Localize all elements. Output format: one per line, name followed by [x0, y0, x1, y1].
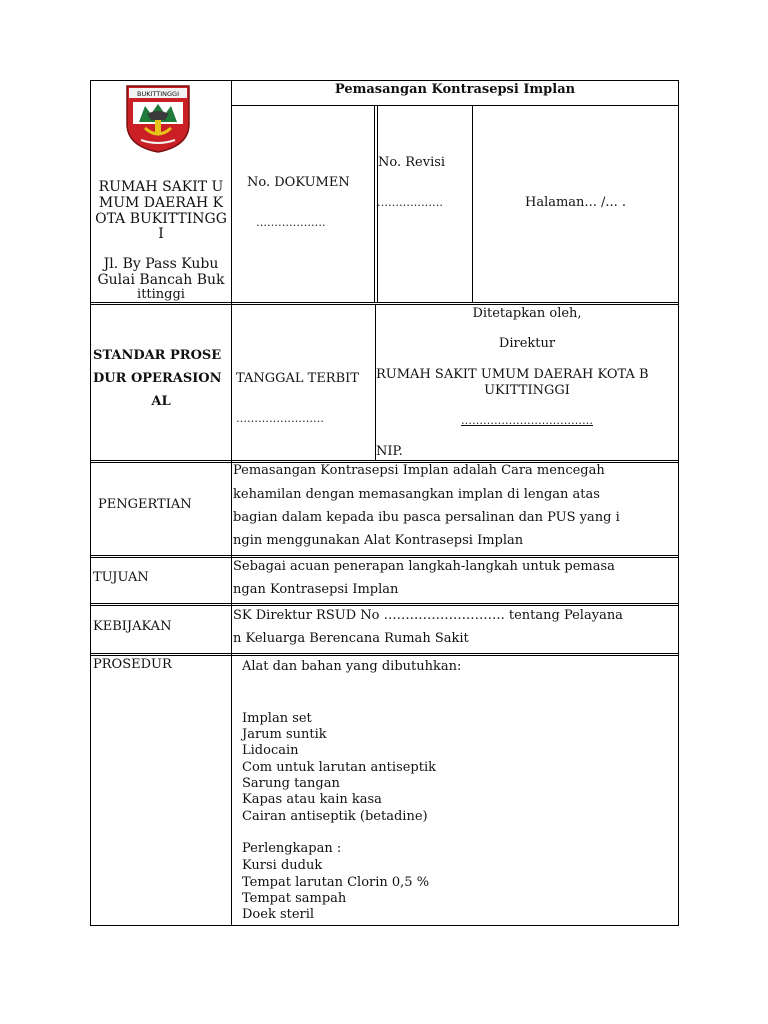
hospital-name-line: RUMAH SAKIT U — [98, 179, 224, 195]
bahan-item: Com untuk larutan antiseptik — [242, 760, 437, 775]
hospital-address-line: ittinggi — [137, 287, 185, 302]
hospital-address-line: Gulai Bancah Buk — [97, 272, 225, 288]
hospital-logo — [125, 84, 191, 154]
pengertian-label: PENGERTIAN — [98, 497, 192, 512]
tujuan-label: TUJUAN — [93, 570, 149, 585]
divider — [90, 603, 679, 604]
nip-label: NIP. — [376, 444, 403, 459]
tanggal-terbit-value: …………………… — [236, 412, 324, 425]
prosedur-label: PROSEDUR — [93, 657, 172, 672]
hospital-name-line: MUM DAERAH K — [98, 195, 224, 211]
signature-line: ……………………………… — [461, 414, 593, 427]
no-revisi-label: No. Revisi — [378, 155, 446, 170]
sop-label-line: AL — [151, 394, 171, 409]
divider — [90, 557, 679, 558]
divider — [90, 605, 679, 606]
svg-text:BUKITTINGGI: BUKITTINGGI — [137, 90, 179, 98]
kebijakan-text-line: n Keluarga Berencana Rumah Sakit — [233, 631, 469, 646]
divider — [90, 555, 679, 556]
no-dokumen-value: ………………. — [256, 216, 326, 229]
no-revisi-value: ……………… — [377, 196, 443, 209]
halaman: Halaman... /... . — [524, 195, 627, 210]
pengertian-text-line: kehamilan dengan memasangkan implan di lengan atas — [233, 487, 600, 502]
bahan-item: Cairan antiseptik (betadine) — [242, 809, 428, 824]
divider — [374, 105, 375, 303]
bahan-item: Kapas atau kain kasa — [242, 792, 382, 807]
table-border-right — [678, 80, 679, 926]
divider — [90, 653, 679, 654]
bahan-item: Implan set — [242, 711, 312, 726]
divider — [90, 304, 679, 305]
kebijakan-label: KEBIJAKAN — [93, 619, 172, 634]
perlengkapan-item: Tempat sampah — [242, 891, 347, 906]
sop-label-line: DUR OPERASION — [93, 371, 222, 386]
tujuan-text-line: Sebagai acuan penerapan langkah-langkah untuk pemasa — [233, 559, 615, 574]
divider — [90, 655, 679, 656]
pengertian-text-line: Pemasangan Kontrasepsi Implan adalah Cara mencegah — [233, 463, 605, 478]
direktur: Direktur — [498, 336, 556, 351]
rs-name-line: RUMAH SAKIT UMUM DAERAH KOTA B — [376, 367, 649, 382]
bahan-item: Sarung tangan — [242, 776, 340, 791]
ditetapkan-oleh: Ditetapkan oleh, — [472, 306, 582, 321]
hospital-address-line: Jl. By Pass Kubu — [103, 256, 219, 272]
kebijakan-text-line: SK Direktur RSUD No ………………………. tentang Pelayana — [233, 608, 623, 623]
divider — [231, 80, 232, 462]
perlengkapan-label: Perlengkapan : — [242, 841, 342, 856]
no-dokumen-label: No. DOKUMEN — [247, 175, 350, 190]
perlengkapan-item: Kursi duduk — [242, 858, 323, 873]
tanggal-terbit-label: TANGGAL TERBIT — [236, 371, 359, 386]
divider — [231, 462, 232, 926]
divider — [90, 460, 679, 461]
bahan-item: Jarum suntik — [242, 727, 327, 742]
bahan-item: Lidocain — [242, 743, 299, 758]
pengertian-text-line: bagian dalam kepada ibu pasca persalinan dan PUS yang i — [233, 510, 620, 525]
hospital-name-line: I — [158, 226, 164, 242]
hospital-name-line: OTA BUKITTINGG — [95, 211, 227, 227]
pengertian-text-line: ngin menggunakan Alat Kontrasepsi Implan — [233, 533, 524, 548]
divider — [231, 105, 679, 106]
table-border-top — [90, 80, 679, 81]
rs-name-line: UKITTINGGI — [484, 383, 570, 398]
perlengkapan-item: Tempat larutan Clorin 0,5 % — [242, 875, 430, 890]
perlengkapan-item: Doek steril — [242, 907, 315, 922]
prosedur-intro: Alat dan bahan yang dibutuhkan: — [242, 659, 462, 674]
tujuan-text-line: ngan Kontrasepsi Implan — [233, 582, 399, 597]
table-border-bottom — [90, 925, 679, 926]
document-title: Pemasangan Kontrasepsi Implan — [334, 82, 576, 97]
sop-label-line: STANDAR PROSE — [93, 348, 222, 363]
